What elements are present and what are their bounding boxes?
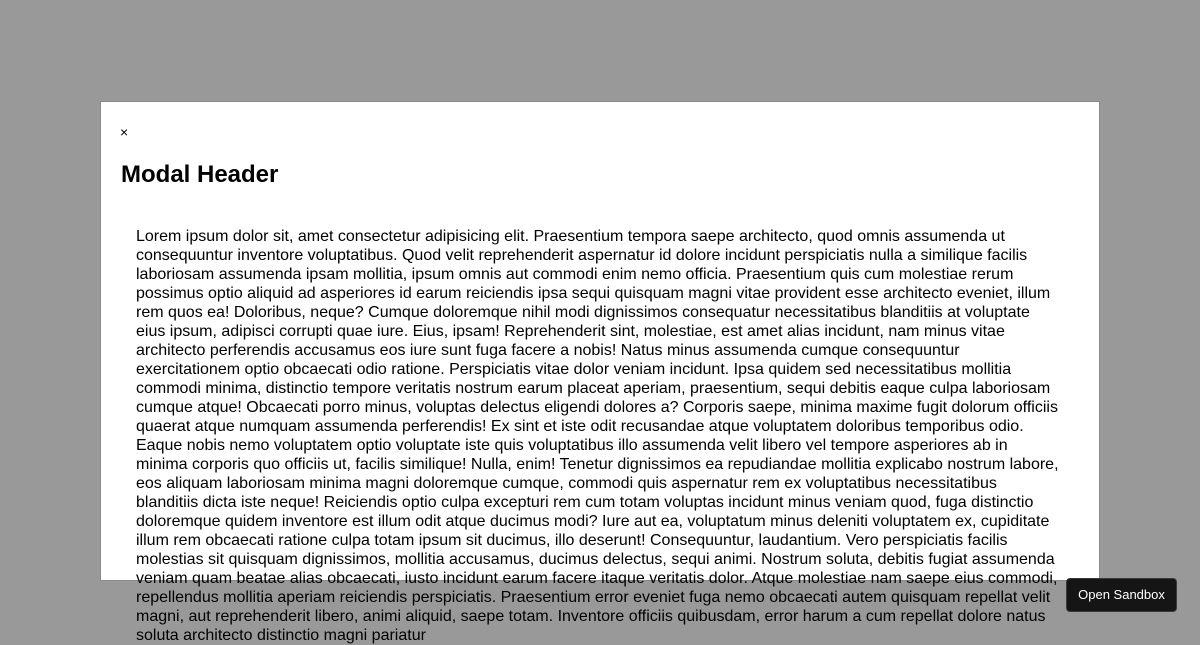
open-sandbox-button[interactable]: Open Sandbox: [1066, 578, 1177, 612]
modal-header-title: Modal Header: [121, 161, 279, 188]
close-icon[interactable]: ×: [120, 124, 129, 140]
modal-body-text: Lorem ipsum dolor sit, amet consectetur adipisicing elit. Praesentium tempora saepe architecto, quod omnis assumenda ut consequuntur inventore voluptatibus. Quod velit reprehenderit aspernatur id dolore incidunt perspiciatis nulla a similique facilis laboriosam assumenda ipsam mollitia, ipsum omnis aut commodi enim nemo officia. Praesentium quis cum molestiae rerum possimus optio aliquid ad asperiores id earum reiciendis ipsa sequi quisquam magni vitae provident esse architecto eveniet, illum rem quos ea! Doloribus, neque? Cumque doloremque nihil modi dignissimos consequatur necessitatibus blanditiis at voluptate eius ipsum, adipisci corrupti quae iure. Eius, ipsam! Reprehenderit sint, molestiae, est amet alias incidunt, nam minus vitae architecto perferendis accusamus eos iure sunt fuga facere a nobis! Natus minus assumenda cumque consequuntur exercitationem optio obcaecati odio ratione. Perspiciatis vitae dolor veniam incidunt. Ipsa quidem sed necessitatibus mollitia commodi minima, distinctio tempore veritatis nostrum earum placeat aperiam, praesentium, sequi debitis eaque culpa laboriosam cumque atque! Obcaecati porro minus, voluptas delectus eligendi dolores a? Corporis saepe, minima maxime fugit dolorum officiis quaerat atque numquam assumenda perferendis! Ex sint et iste odit recusandae atque voluptatem doloribus temporibus odio. Eaque nobis nemo voluptatem optio voluptate iste quis voluptatibus illo assumenda velit libero vel tempore asperiores ab in minima corporis quo officiis ut, facilis similique! Nulla, enim! Tenetur dignissimos ea repudiandae mollitia explicabo nostrum labore, eos aliquam laboriosam minima magni doloremque cumque, commodi quis aspernatur rem ex voluptatibus necessitatibus blanditiis dicta iste neque! Reiciendis optio culpa excepturi rem cum totam voluptas incidunt minus veniam quod, fuga distinctio doloremque quidem inventore est illum odit atque ducimus modi? Iure aut ea, voluptatum minus deleniti voluptatem ex, cupiditate illum rem obcaecati ratione culpa totam ipsum sit ducimus, illo deserunt! Consequuntur, laudantium. Vero perspiciatis facilis molestias sit quisquam dignissimos, mollitia accusamus, ducimus delectus, sequi animi. Nostrum soluta, debitis fugiat assumenda veniam quam beatae alias obcaecati, iusto incidunt earum facere itaque veritatis dolor. Atque molestiae nam saepe eius commodi, repellendus mollitia aperiam reiciendis perspiciatis. Praesentium error eveniet fuga nemo obcaecati autem quisquam repellat velit magni, aut reprehenderit libero, animi aliquid, saepe totam. Inventore officiis quibusdam, error harum a cum repellat dolore natus soluta architecto distinctio magni pariatur: [136, 228, 1059, 644]
